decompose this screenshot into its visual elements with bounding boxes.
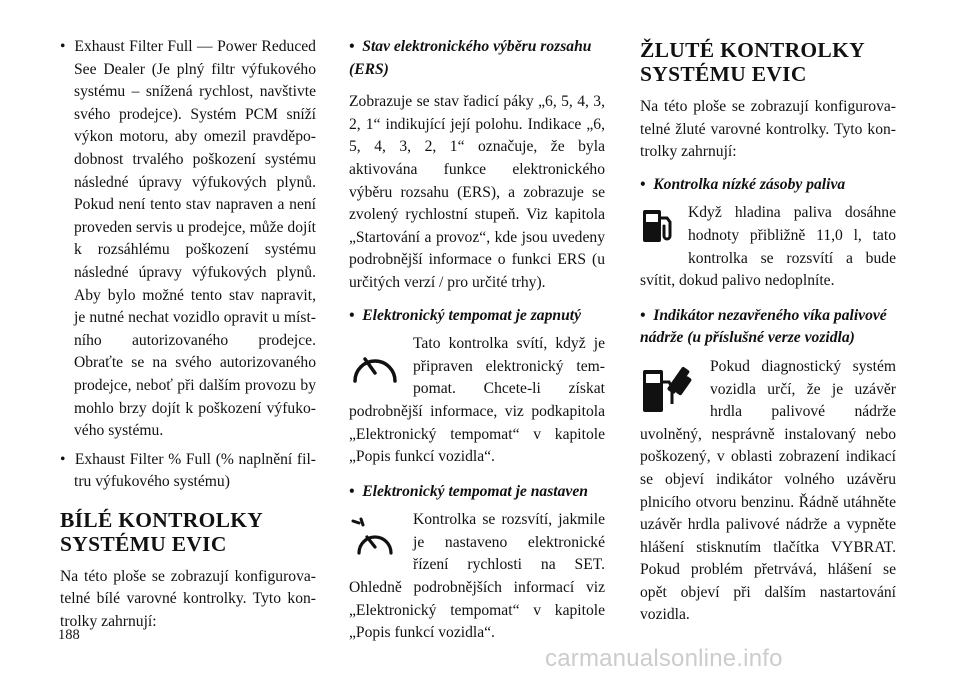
page-number: 188 <box>58 627 80 643</box>
exhaust-filter-full-body: (Je plný filtr výfukového systému – snížená rychlost, navštivte svého prodejce). Systém PCM sníží výkon motoru, aby omezil pravděpodobnost trvalého poškození systému následné úpravy výfukových plynů. Pokud není tento stav napraven a není proveden servis u prodejce, může dojít k rozsáhlému poškození systému následné úpravy výfukových plynů. Aby bylo možné tento stav napravit, je nutné nechat vozidlo opravit u místního autorizovaného prodejce. Obraťte se na svého autorizovaného prodejce, neboť při dalším provozu by mohlo brzy dojít k poškození výfukového systému. <box>74 60 316 440</box>
fuel-low-block <box>640 202 896 292</box>
cruise-set-icon <box>349 515 401 561</box>
ers-body: Zobrazuje se stav řadicí páky „6, 5, 4, 3, 2, 1“ indikující její polohu. Indikace „6, 5, 4, 3, 2, 1“ označuje, že byla aktivována funkce elektronického výběru rozsahu (ERS), a zobrazuje se zvolený rychlostní stupeň. Viz kapitola „Startování a provoz“, kde jsou uvedeny podrobnější informace o funkci ERS (u určitých verzí / pro určité trhy). <box>349 93 605 291</box>
fuel-low-title: • Kontrolka nízké zásoby paliva <box>640 175 846 193</box>
cruise-set-block <box>349 509 605 645</box>
fuel-low-body: Když hladina paliva dosáhne hodnoty přibližně 11,0 l, tato kontrolka se rozsvítí a bude svítit, dokud palivo nedoplníte. <box>640 204 896 290</box>
cruise-on-block <box>349 333 605 469</box>
column-middle <box>349 36 605 645</box>
exhaust-filter-percent-text: Exhaust Filter % Full (% naplnění filtru výfukového systému) <box>74 450 316 491</box>
yellow-indicators-intro: Na této ploše se zobrazují konfigurovatelné žluté varovné kontrolky. Tyto kontrolky zahrnují: <box>640 98 896 161</box>
white-indicators-intro: Na této ploše se zobrazují konfigurovatelné bílé varovné kontrolky. Tyto kontrolky zahrnují: <box>60 567 316 631</box>
exhaust-filter-full-title: Exhaust Filter Full — Power Reduced See Dealer <box>74 38 316 78</box>
fuel-cap-body: Pokud diagnostický systém vozidla určí, že je uzávěr hrdla palivové nádrže uvolněný, nesprávně instalovaný nebo poškozený, v oblasti zobrazení indikací se objeví indikátor volného uzávěru plnicího otvoru benzinu. Řádně utáhněte uzávěr hrdla palivové nádrže a vypněte hlášení stisknutím tlačítka VYBRAT. Pokud problém přetrvává, hlášení se opět objeví při dalším nastartování vozidla. <box>640 357 896 624</box>
watermark: carmanualsonline.info <box>545 645 783 672</box>
fuel-pump-icon <box>640 206 676 246</box>
yellow-indicators-heading: ŽLUTÉ KONTROLKY SYSTÉMU EVIC <box>640 38 865 86</box>
column-right <box>640 36 896 627</box>
fuel-cap-block <box>640 356 896 627</box>
cruise-set-title: • Elektronický tempomat je nastaven <box>349 482 588 500</box>
column-left <box>60 36 316 642</box>
fuel-cap-title: • Indikátor nezavřeného víka palivové nádrže (u příslušné verze vozidla) <box>640 306 887 347</box>
cruise-control-icon <box>349 345 401 387</box>
cruise-set-body: Kontrolka se rozsvítí, jakmile je nastaveno elektronické řízení rychlosti na SET. Ohledně podrobnějších informací viz „Elektronický tempomat“ v kapitole „Popis funkcí vozidla“. <box>349 511 605 642</box>
white-indicators-heading: BÍLÉ KONTROLKY SYSTÉMU EVIC <box>60 507 264 556</box>
cruise-on-title: • Elektronický tempomat je zapnutý <box>349 306 582 324</box>
cruise-on-body: Tato kontrolka svítí, když je připraven elektronický tempomat. Chcete-li získat podrobnější informace, viz podkapitola „Elektronický tempomat“ v kapitole „Popis funkcí vozidla“. <box>349 335 605 466</box>
exhaust-filter-full-item: • Exhaust Filter Full — Power Reduced See Dealer (Je plný filtr výfukového systému – snížená rychlost, navštivte svého prodejce). Systém PCM sníží výkon motoru, aby omezil pravděpodobnost trvalého poškození systému následné úpravy výfukových plynů. Pokud není tento stav napraven a není proveden servis u prodejce, může dojít k rozsáhlému poškození systému následné úpravy výfukových plynů. Aby bylo možné tento stav napravit, je nutné nechat vozidlo opravit u místního autorizovaného prodejce. Obraťte se na svého autorizovaného prodejce, neboť při dalším provozu by mohlo brzy dojít k poškození výfukového systému. <box>60 38 316 440</box>
ers-title: • Stav elektronického výběru rozsahu (ERS) <box>349 38 592 78</box>
exhaust-filter-percent-item: • Exhaust Filter % Full (% naplnění filtru výfukového systému) <box>60 450 316 491</box>
fuel-cap-icon <box>640 362 698 416</box>
